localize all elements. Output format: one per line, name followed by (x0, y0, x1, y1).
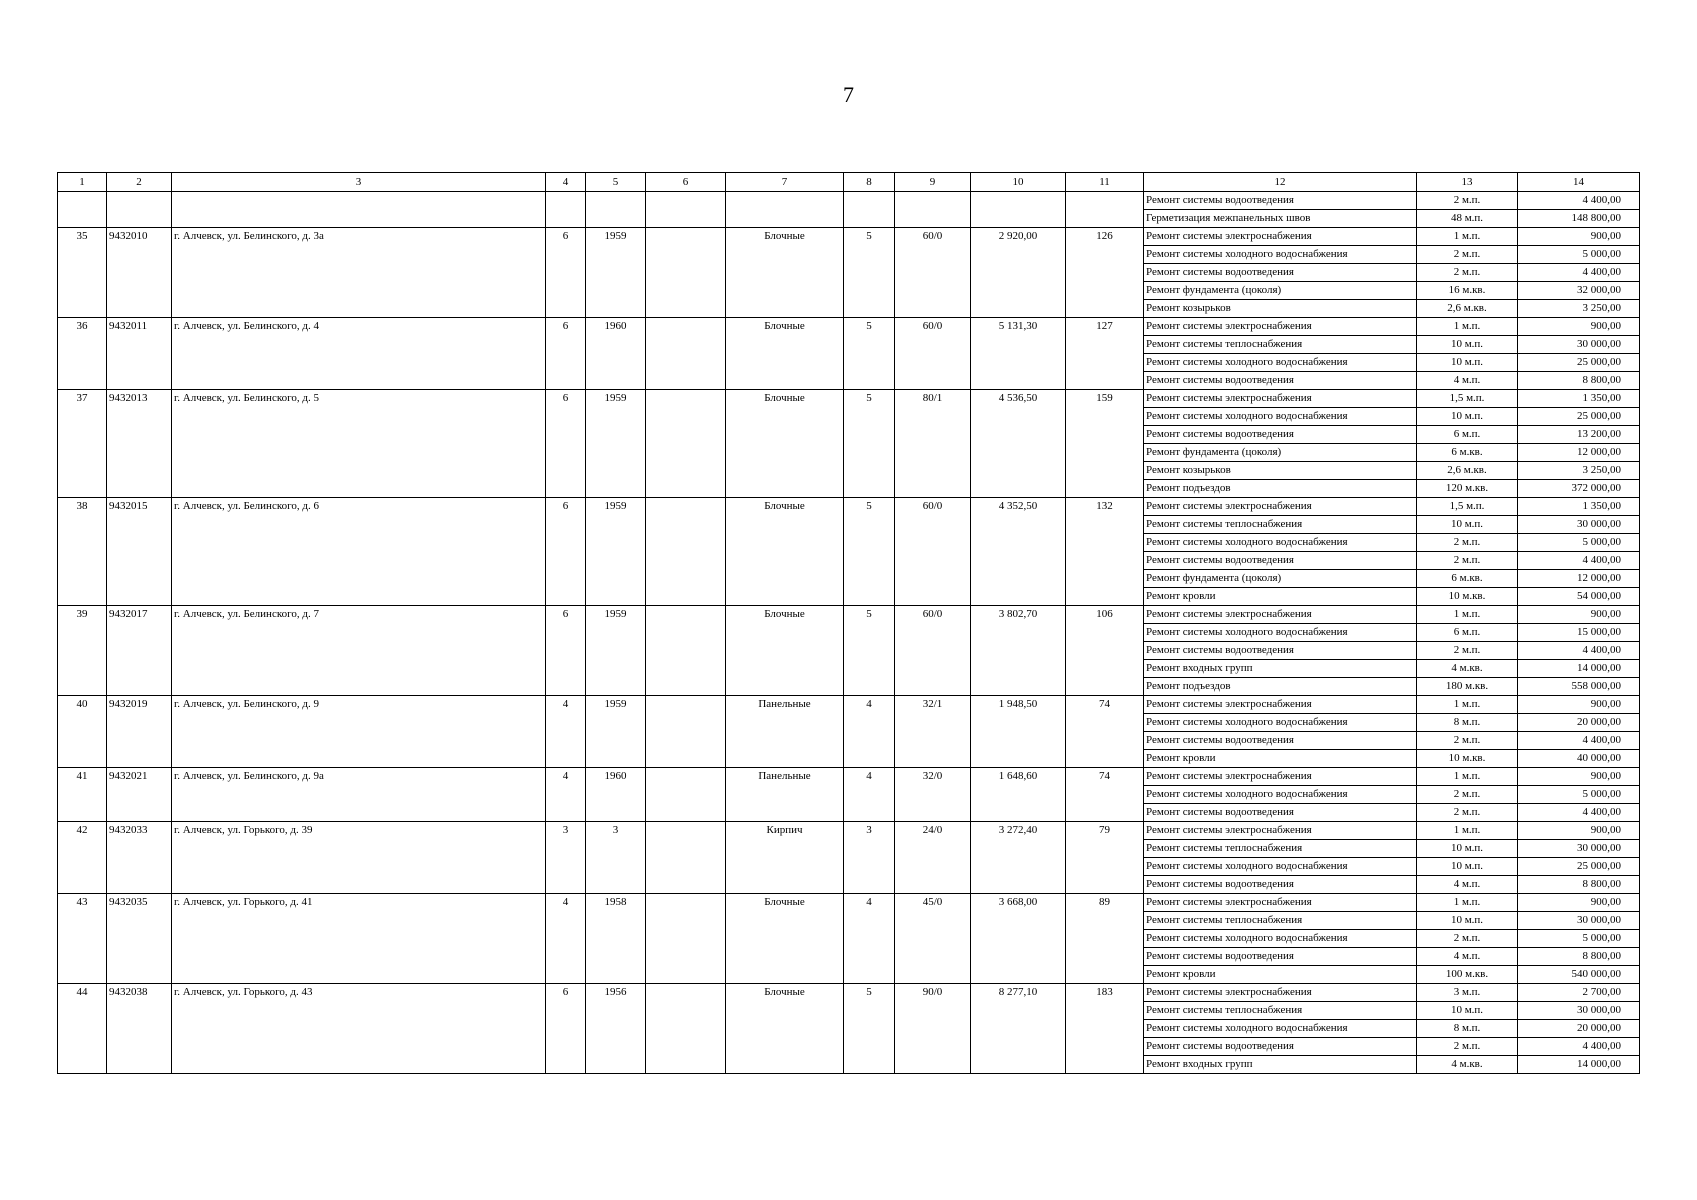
work-quantity: 180 м.кв. (1417, 678, 1518, 696)
work-name: Ремонт подъездов (1144, 678, 1417, 696)
building-col8 (844, 192, 895, 228)
work-name: Ремонт системы водоотведения (1144, 948, 1417, 966)
building-col11: 106 (1066, 606, 1144, 696)
work-quantity: 4 м.кв. (1417, 1056, 1518, 1074)
work-name: Ремонт системы водоотведения (1144, 192, 1417, 210)
building-floors: 4 (546, 768, 586, 822)
building-number: 44 (58, 984, 107, 1074)
wall-material: Блочные (726, 318, 844, 390)
building-floors: 6 (546, 318, 586, 390)
building-number: 41 (58, 768, 107, 822)
work-cost: 5 000,00 (1518, 246, 1640, 264)
building-floors: 6 (546, 390, 586, 498)
work-quantity: 2 м.п. (1417, 552, 1518, 570)
work-name: Ремонт системы холодного водоснабжения (1144, 624, 1417, 642)
building-floors: 3 (546, 822, 586, 894)
work-quantity: 10 м.п. (1417, 912, 1518, 930)
building-number: 38 (58, 498, 107, 606)
work-cost: 4 400,00 (1518, 192, 1640, 210)
work-name: Герметизация межпанельных швов (1144, 210, 1417, 228)
work-cost: 2 700,00 (1518, 984, 1640, 1002)
work-name: Ремонт системы электроснабжения (1144, 894, 1417, 912)
building-col11: 132 (1066, 498, 1144, 606)
work-cost: 40 000,00 (1518, 750, 1640, 768)
work-quantity: 1 м.п. (1417, 318, 1518, 336)
wall-material: Блочные (726, 984, 844, 1074)
building-col8: 4 (844, 894, 895, 984)
building-area: 2 920,00 (971, 228, 1066, 318)
work-name: Ремонт подъездов (1144, 480, 1417, 498)
building-year: 1959 (586, 606, 646, 696)
work-quantity: 6 м.кв. (1417, 444, 1518, 462)
work-cost: 8 800,00 (1518, 372, 1640, 390)
work-quantity: 2 м.п. (1417, 732, 1518, 750)
building-address: г. Алчевск, ул. Белинского, д. 4 (172, 318, 546, 390)
building-code: 9432017 (107, 606, 172, 696)
work-quantity: 120 м.кв. (1417, 480, 1518, 498)
building-col11: 183 (1066, 984, 1144, 1074)
work-name: Ремонт системы теплоснабжения (1144, 336, 1417, 354)
work-name: Ремонт козырьков (1144, 462, 1417, 480)
building-area: 4 536,50 (971, 390, 1066, 498)
building-number: 40 (58, 696, 107, 768)
building-number: 37 (58, 390, 107, 498)
work-quantity: 1 м.п. (1417, 894, 1518, 912)
table-row (58, 498, 1640, 516)
work-name: Ремонт системы электроснабжения (1144, 822, 1417, 840)
building-floors: 4 (546, 894, 586, 984)
building-address: г. Алчевск, ул. Горького, д. 41 (172, 894, 546, 984)
work-name: Ремонт системы теплоснабжения (1144, 840, 1417, 858)
building-col8: 5 (844, 228, 895, 318)
work-quantity: 2 м.п. (1417, 192, 1518, 210)
work-cost: 3 250,00 (1518, 300, 1640, 318)
building-area: 3 272,40 (971, 822, 1066, 894)
work-name: Ремонт системы теплоснабжения (1144, 1002, 1417, 1020)
building-col9 (895, 192, 971, 228)
building-address: г. Алчевск, ул. Белинского, д. 9 (172, 696, 546, 768)
work-cost: 4 400,00 (1518, 642, 1640, 660)
building-code: 9432035 (107, 894, 172, 984)
table-row (58, 318, 1640, 336)
work-quantity: 1,5 м.п. (1417, 390, 1518, 408)
work-quantity: 16 м.кв. (1417, 282, 1518, 300)
building-address: г. Алчевск, ул. Горького, д. 43 (172, 984, 546, 1074)
work-quantity: 2 м.п. (1417, 786, 1518, 804)
work-quantity: 10 м.п. (1417, 516, 1518, 534)
work-cost: 20 000,00 (1518, 714, 1640, 732)
work-quantity: 10 м.п. (1417, 336, 1518, 354)
table-row (58, 822, 1640, 840)
work-name: Ремонт системы холодного водоснабжения (1144, 1020, 1417, 1038)
work-quantity: 1 м.п. (1417, 696, 1518, 714)
building-col6 (646, 606, 726, 696)
work-quantity: 1 м.п. (1417, 228, 1518, 246)
work-cost: 12 000,00 (1518, 570, 1640, 588)
building-col6 (646, 228, 726, 318)
work-name: Ремонт системы электроснабжения (1144, 318, 1417, 336)
building-floors (546, 192, 586, 228)
work-cost: 5 000,00 (1518, 930, 1640, 948)
work-quantity: 1 м.п. (1417, 822, 1518, 840)
work-cost: 20 000,00 (1518, 1020, 1640, 1038)
work-cost: 8 800,00 (1518, 876, 1640, 894)
table-row (58, 696, 1640, 714)
work-name: Ремонт системы холодного водоснабжения (1144, 714, 1417, 732)
building-number: 42 (58, 822, 107, 894)
wall-material (726, 192, 844, 228)
building-code: 9432010 (107, 228, 172, 318)
building-floors: 6 (546, 498, 586, 606)
work-quantity: 10 м.п. (1417, 1002, 1518, 1020)
work-name: Ремонт системы холодного водоснабжения (1144, 354, 1417, 372)
table-row (58, 390, 1640, 408)
column-number: 2 (107, 173, 172, 192)
building-number: 36 (58, 318, 107, 390)
work-cost: 900,00 (1518, 696, 1640, 714)
work-cost: 4 400,00 (1518, 732, 1640, 750)
work-cost: 30 000,00 (1518, 840, 1640, 858)
work-quantity: 2 м.п. (1417, 930, 1518, 948)
building-col9: 32/0 (895, 768, 971, 822)
building-col11: 89 (1066, 894, 1144, 984)
building-col8: 4 (844, 768, 895, 822)
work-quantity: 1 м.п. (1417, 606, 1518, 624)
work-cost: 5 000,00 (1518, 534, 1640, 552)
work-name: Ремонт фундамента (цоколя) (1144, 444, 1417, 462)
work-cost: 4 400,00 (1518, 804, 1640, 822)
work-cost: 900,00 (1518, 768, 1640, 786)
work-name: Ремонт системы электроснабжения (1144, 984, 1417, 1002)
building-col11: 126 (1066, 228, 1144, 318)
building-col9: 24/0 (895, 822, 971, 894)
building-year: 1959 (586, 390, 646, 498)
work-name: Ремонт системы водоотведения (1144, 426, 1417, 444)
work-name: Ремонт системы электроснабжения (1144, 498, 1417, 516)
building-col11: 79 (1066, 822, 1144, 894)
building-area: 1 648,60 (971, 768, 1066, 822)
building-area (971, 192, 1066, 228)
building-code: 9432021 (107, 768, 172, 822)
work-cost: 900,00 (1518, 606, 1640, 624)
work-cost: 25 000,00 (1518, 354, 1640, 372)
column-number: 14 (1518, 173, 1640, 192)
column-number: 6 (646, 173, 726, 192)
work-quantity: 4 м.п. (1417, 876, 1518, 894)
wall-material: Блочные (726, 606, 844, 696)
work-quantity: 6 м.кв. (1417, 570, 1518, 588)
building-code (107, 192, 172, 228)
column-number: 13 (1417, 173, 1518, 192)
building-code: 9432019 (107, 696, 172, 768)
building-col6 (646, 390, 726, 498)
table-body (58, 173, 1640, 1074)
building-code: 9432038 (107, 984, 172, 1074)
work-quantity: 48 м.п. (1417, 210, 1518, 228)
work-cost: 32 000,00 (1518, 282, 1640, 300)
building-address: г. Алчевск, ул. Белинского, д. 3а (172, 228, 546, 318)
work-quantity: 10 м.кв. (1417, 750, 1518, 768)
building-year: 1959 (586, 498, 646, 606)
work-cost: 25 000,00 (1518, 408, 1640, 426)
table-row (58, 192, 1640, 210)
building-col9: 60/0 (895, 498, 971, 606)
work-cost: 900,00 (1518, 318, 1640, 336)
work-name: Ремонт кровли (1144, 966, 1417, 984)
building-col9: 32/1 (895, 696, 971, 768)
work-name: Ремонт системы водоотведения (1144, 264, 1417, 282)
wall-material: Блочные (726, 894, 844, 984)
building-area: 3 668,00 (971, 894, 1066, 984)
work-cost: 15 000,00 (1518, 624, 1640, 642)
building-address: г. Алчевск, ул. Белинского, д. 7 (172, 606, 546, 696)
building-col8: 5 (844, 318, 895, 390)
table-row (58, 768, 1640, 786)
building-col8: 5 (844, 390, 895, 498)
building-area: 1 948,50 (971, 696, 1066, 768)
building-col11: 127 (1066, 318, 1144, 390)
work-quantity: 4 м.п. (1417, 948, 1518, 966)
building-col6 (646, 822, 726, 894)
building-code: 9432011 (107, 318, 172, 390)
work-quantity: 2 м.п. (1417, 264, 1518, 282)
table-row (58, 894, 1640, 912)
work-name: Ремонт системы холодного водоснабжения (1144, 246, 1417, 264)
building-floors: 6 (546, 606, 586, 696)
work-quantity: 8 м.п. (1417, 714, 1518, 732)
building-col8: 3 (844, 822, 895, 894)
work-name: Ремонт системы водоотведения (1144, 552, 1417, 570)
work-cost: 148 800,00 (1518, 210, 1640, 228)
building-address: г. Алчевск, ул. Белинского, д. 5 (172, 390, 546, 498)
work-quantity: 2,6 м.кв. (1417, 462, 1518, 480)
work-quantity: 2 м.п. (1417, 246, 1518, 264)
work-quantity: 6 м.п. (1417, 624, 1518, 642)
work-quantity: 1,5 м.п. (1417, 498, 1518, 516)
work-cost: 1 350,00 (1518, 498, 1640, 516)
building-floors: 6 (546, 228, 586, 318)
building-year: 1960 (586, 768, 646, 822)
building-area: 8 277,10 (971, 984, 1066, 1074)
work-name: Ремонт системы электроснабжения (1144, 696, 1417, 714)
page-number: 7 (843, 82, 854, 107)
work-cost: 8 800,00 (1518, 948, 1640, 966)
building-year: 3 (586, 822, 646, 894)
work-quantity: 100 м.кв. (1417, 966, 1518, 984)
work-name: Ремонт системы водоотведения (1144, 372, 1417, 390)
wall-material: Блочные (726, 228, 844, 318)
building-code: 9432033 (107, 822, 172, 894)
building-col11: 159 (1066, 390, 1144, 498)
work-quantity: 6 м.п. (1417, 426, 1518, 444)
wall-material: Блочные (726, 498, 844, 606)
work-name: Ремонт системы водоотведения (1144, 876, 1417, 894)
work-cost: 30 000,00 (1518, 912, 1640, 930)
table-row (58, 228, 1640, 246)
building-address: г. Алчевск, ул. Горького, д. 39 (172, 822, 546, 894)
work-quantity: 3 м.п. (1417, 984, 1518, 1002)
work-name: Ремонт входных групп (1144, 660, 1417, 678)
building-area: 5 131,30 (971, 318, 1066, 390)
building-address: г. Алчевск, ул. Белинского, д. 9а (172, 768, 546, 822)
work-cost: 540 000,00 (1518, 966, 1640, 984)
work-name: Ремонт системы водоотведения (1144, 804, 1417, 822)
column-number: 9 (895, 173, 971, 192)
column-number: 3 (172, 173, 546, 192)
work-name: Ремонт системы водоотведения (1144, 1038, 1417, 1056)
work-name: Ремонт системы электроснабжения (1144, 228, 1417, 246)
work-cost: 900,00 (1518, 228, 1640, 246)
work-name: Ремонт козырьков (1144, 300, 1417, 318)
work-name: Ремонт системы холодного водоснабжения (1144, 930, 1417, 948)
building-col9: 60/0 (895, 318, 971, 390)
building-col8: 5 (844, 984, 895, 1074)
work-cost: 3 250,00 (1518, 462, 1640, 480)
building-code: 9432015 (107, 498, 172, 606)
table-row (58, 984, 1640, 1002)
building-year (586, 192, 646, 228)
building-floors: 6 (546, 984, 586, 1074)
column-number: 1 (58, 173, 107, 192)
work-cost: 1 350,00 (1518, 390, 1640, 408)
work-name: Ремонт системы электроснабжения (1144, 606, 1417, 624)
work-cost: 54 000,00 (1518, 588, 1640, 606)
work-name: Ремонт системы холодного водоснабжения (1144, 858, 1417, 876)
work-quantity: 10 м.п. (1417, 408, 1518, 426)
work-cost: 558 000,00 (1518, 678, 1640, 696)
work-cost: 5 000,00 (1518, 786, 1640, 804)
building-number: 35 (58, 228, 107, 318)
work-quantity: 10 м.п. (1417, 840, 1518, 858)
work-quantity: 10 м.п. (1417, 858, 1518, 876)
column-number: 4 (546, 173, 586, 192)
work-cost: 4 400,00 (1518, 264, 1640, 282)
work-name: Ремонт фундамента (цоколя) (1144, 570, 1417, 588)
work-name: Ремонт кровли (1144, 750, 1417, 768)
work-cost: 900,00 (1518, 894, 1640, 912)
work-cost: 900,00 (1518, 822, 1640, 840)
repair-table (57, 172, 1640, 1074)
work-name: Ремонт системы холодного водоснабжения (1144, 408, 1417, 426)
building-code: 9432013 (107, 390, 172, 498)
building-address (172, 192, 546, 228)
work-quantity: 2 м.п. (1417, 1038, 1518, 1056)
building-year: 1960 (586, 318, 646, 390)
building-col9: 45/0 (895, 894, 971, 984)
column-number: 8 (844, 173, 895, 192)
work-name: Ремонт системы водоотведения (1144, 732, 1417, 750)
column-number: 10 (971, 173, 1066, 192)
building-col6 (646, 768, 726, 822)
building-year: 1959 (586, 696, 646, 768)
work-name: Ремонт входных групп (1144, 1056, 1417, 1074)
work-name: Ремонт системы электроснабжения (1144, 390, 1417, 408)
work-name: Ремонт системы теплоснабжения (1144, 516, 1417, 534)
wall-material: Кирпич (726, 822, 844, 894)
building-col8: 5 (844, 606, 895, 696)
work-name: Ремонт системы теплоснабжения (1144, 912, 1417, 930)
work-cost: 14 000,00 (1518, 660, 1640, 678)
work-cost: 14 000,00 (1518, 1056, 1640, 1074)
work-cost: 30 000,00 (1518, 336, 1640, 354)
building-col11: 74 (1066, 696, 1144, 768)
work-quantity: 10 м.кв. (1417, 588, 1518, 606)
work-quantity: 4 м.п. (1417, 372, 1518, 390)
work-cost: 4 400,00 (1518, 552, 1640, 570)
work-quantity: 1 м.п. (1417, 768, 1518, 786)
building-col6 (646, 498, 726, 606)
work-name: Ремонт фундамента (цоколя) (1144, 282, 1417, 300)
building-col9: 60/0 (895, 228, 971, 318)
building-year: 1958 (586, 894, 646, 984)
work-quantity: 2,6 м.кв. (1417, 300, 1518, 318)
building-col8: 5 (844, 498, 895, 606)
work-quantity: 4 м.кв. (1417, 660, 1518, 678)
building-col9: 60/0 (895, 606, 971, 696)
building-address: г. Алчевск, ул. Белинского, д. 6 (172, 498, 546, 606)
work-cost: 30 000,00 (1518, 1002, 1640, 1020)
building-col9: 80/1 (895, 390, 971, 498)
work-name: Ремонт системы холодного водоснабжения (1144, 786, 1417, 804)
column-number: 12 (1144, 173, 1417, 192)
work-quantity: 2 м.п. (1417, 534, 1518, 552)
work-quantity: 2 м.п. (1417, 804, 1518, 822)
table-row (58, 606, 1640, 624)
building-number: 43 (58, 894, 107, 984)
building-col6 (646, 984, 726, 1074)
building-col6 (646, 894, 726, 984)
building-col9: 90/0 (895, 984, 971, 1074)
building-area: 4 352,50 (971, 498, 1066, 606)
work-cost: 13 200,00 (1518, 426, 1640, 444)
work-name: Ремонт кровли (1144, 588, 1417, 606)
building-floors: 4 (546, 696, 586, 768)
building-col11 (1066, 192, 1144, 228)
column-number: 11 (1066, 173, 1144, 192)
building-col6 (646, 696, 726, 768)
work-name: Ремонт системы электроснабжения (1144, 768, 1417, 786)
work-quantity: 10 м.п. (1417, 354, 1518, 372)
building-year: 1956 (586, 984, 646, 1074)
column-number: 5 (586, 173, 646, 192)
work-name: Ремонт системы водоотведения (1144, 642, 1417, 660)
work-name: Ремонт системы холодного водоснабжения (1144, 534, 1417, 552)
column-number: 7 (726, 173, 844, 192)
building-col8: 4 (844, 696, 895, 768)
wall-material: Панельные (726, 768, 844, 822)
building-col6 (646, 318, 726, 390)
wall-material: Блочные (726, 390, 844, 498)
building-year: 1959 (586, 228, 646, 318)
building-number (58, 192, 107, 228)
building-area: 3 802,70 (971, 606, 1066, 696)
work-quantity: 8 м.п. (1417, 1020, 1518, 1038)
work-cost: 25 000,00 (1518, 858, 1640, 876)
work-cost: 12 000,00 (1518, 444, 1640, 462)
building-col6 (646, 192, 726, 228)
work-cost: 372 000,00 (1518, 480, 1640, 498)
work-cost: 30 000,00 (1518, 516, 1640, 534)
work-cost: 4 400,00 (1518, 1038, 1640, 1056)
work-quantity: 2 м.п. (1417, 642, 1518, 660)
wall-material: Панельные (726, 696, 844, 768)
building-col11: 74 (1066, 768, 1144, 822)
building-number: 39 (58, 606, 107, 696)
column-number-row (58, 173, 1640, 192)
